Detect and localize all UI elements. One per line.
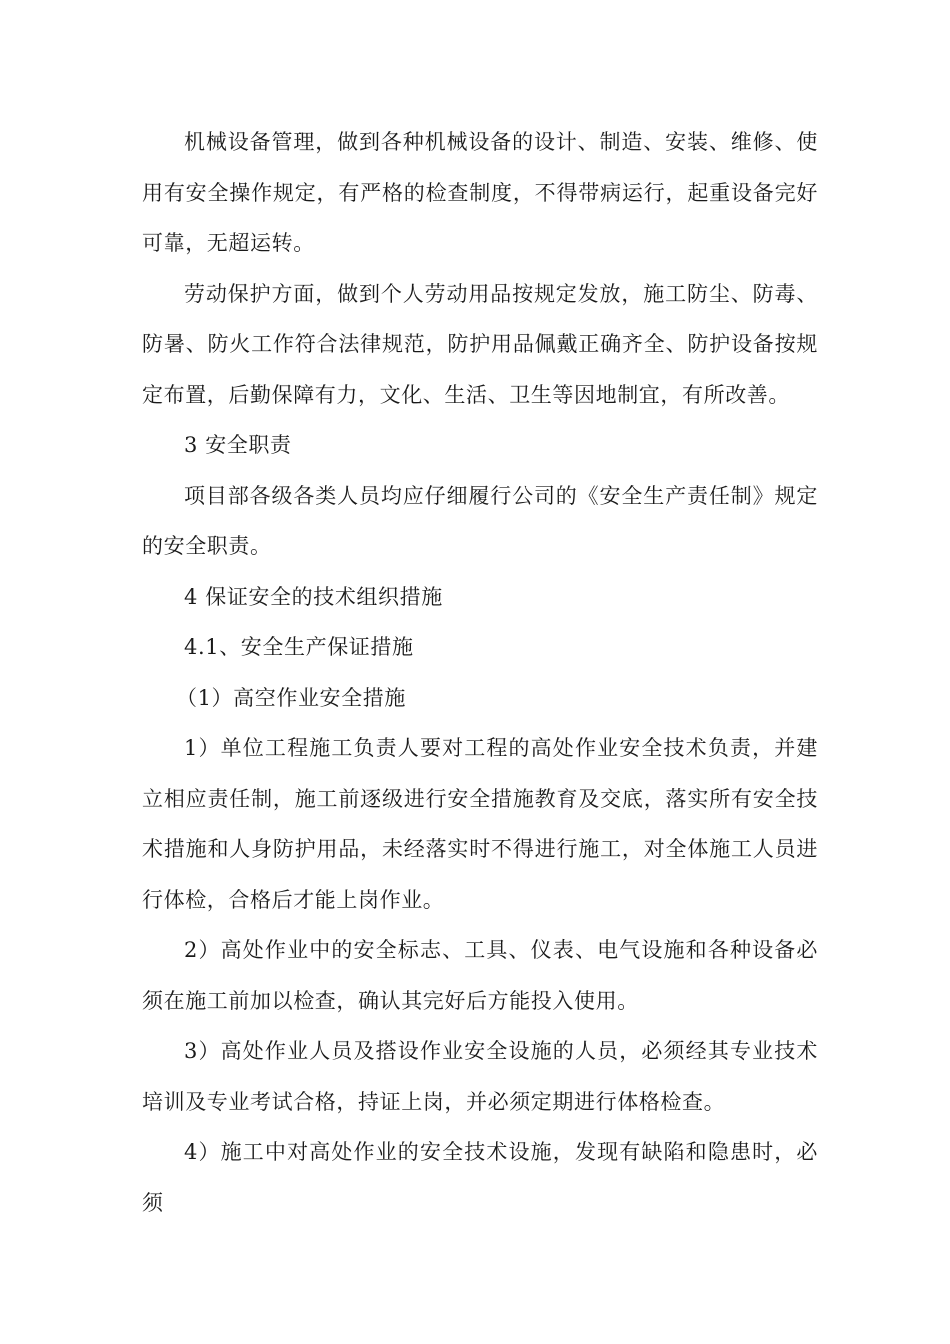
list-item-2: 2）高处作业中的安全标志、工具、仪表、电气设施和各种设备必须在施工前加以检查，确认其完好后方能投入使用。 bbox=[142, 938, 818, 1013]
section-heading-technical-measures: 4 保证安全的技术组织措施 bbox=[184, 584, 443, 609]
subsection-heading-height-work: （1）高空作业安全措施 bbox=[176, 685, 406, 710]
document-body bbox=[142, 117, 818, 1228]
paragraph-safety-duties: 项目部各级各类人员均应仔细履行公司的《安全生产责任制》规定的安全职责。 bbox=[142, 483, 818, 558]
section-heading-safety-duties: 3 安全职责 bbox=[184, 433, 292, 457]
list-item-4: 4）施工中对高处作业的安全技术设施，发现有缺陷和隐患时，必须 bbox=[142, 1140, 818, 1215]
paragraph-machinery-management: 机械设备管理，做到各种机械设备的设计、制造、安装、维修、使用有安全操作规定，有严格的检查制度，不得带病运行，起重设备完好可靠，无超运转。 bbox=[142, 130, 818, 255]
paragraph-labor-protection: 劳动保护方面，做到个人劳动用品按规定发放，施工防尘、防毒、防暑、防火工作符合法律规范，防护用品佩戴正确齐全、防护设备按规定布置，后勤保障有力，文化、生活、卫生等因地制宜，有所改善。 bbox=[142, 281, 818, 407]
list-item-3: 3）高处作业人员及搭设作业安全设施的人员，必须经其专业技术培训及专业考试合格，持证上岗，并必须定期进行体格检查。 bbox=[142, 1039, 818, 1114]
subsection-heading-production-measures: 4.1、安全生产保证措施 bbox=[184, 635, 414, 659]
list-item-1: 1）单位工程施工负责人要对工程的高处作业安全技术负责，并建立相应责任制，施工前逐级进行安全措施教育及交底，落实所有安全技术措施和人身防护用品，未经落实时不得进行施工，对全体施工人员进行体检，合格后才能上岗作业。 bbox=[142, 736, 818, 912]
